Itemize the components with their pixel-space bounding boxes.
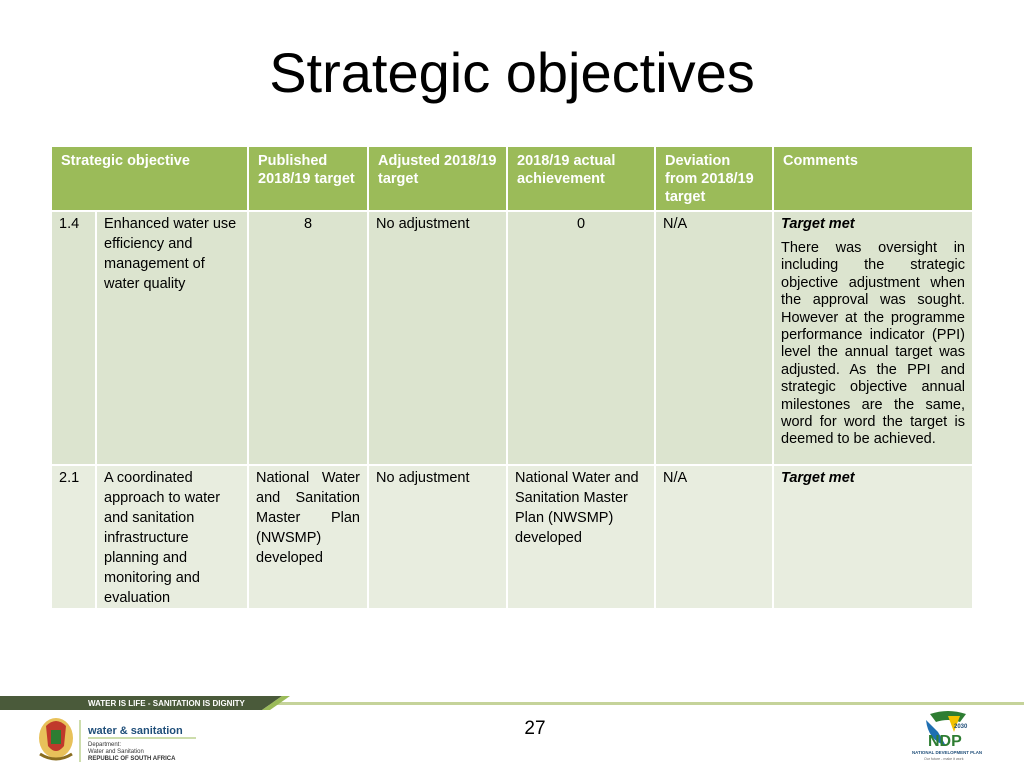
comment-title: Target met [781, 216, 855, 232]
ndp-abbr: NDP [928, 733, 962, 750]
footer-slogan-bar [0, 696, 1024, 714]
published-target: 8 [248, 211, 368, 465]
comment-title: Target met [781, 470, 855, 486]
header-adjusted-target: Adjusted 2018/19 target [368, 147, 507, 211]
deviation: N/A [655, 211, 773, 465]
adjusted-target: No adjustment [368, 465, 507, 608]
ndp-logo [908, 710, 990, 764]
actual-achievement: 0 [507, 211, 655, 465]
comments-cell [773, 465, 973, 608]
table-header-row [52, 147, 973, 211]
objective-text: A coordinated approach to water and sanitation infrastructure planning and monitoring and evaluation [96, 465, 248, 608]
header-comments: Comments [773, 147, 973, 211]
page-number: 27 [524, 718, 546, 739]
objective-number: 1.4 [52, 211, 96, 465]
adjusted-target: No adjustment [368, 211, 507, 465]
ndp-tagline: Our future - make it work [924, 757, 964, 761]
department-line2: Water and Sanitation [88, 749, 144, 755]
header-actual-achievement: 2018/19 actual achievement [507, 147, 655, 211]
deviation: N/A [655, 465, 773, 608]
ndp-name: NATIONAL DEVELOPMENT PLAN [912, 750, 983, 755]
header-published-target: Published 2018/19 target [248, 147, 368, 211]
department-line1: Department: [88, 742, 122, 748]
actual-achievement: National Water and Sanitation Master Plan (NWSMP) developed [507, 465, 655, 608]
department-logo [36, 716, 236, 764]
ndp-year: 2030 [954, 724, 968, 730]
department-line3: REPUBLIC OF SOUTH AFRICA [88, 756, 176, 762]
objectives-table [52, 147, 974, 608]
header-strategic-objective: Strategic objective [52, 147, 248, 211]
header-deviation: Deviation from 2018/19 target [655, 147, 773, 211]
footer-slogan: WATER IS LIFE - SANITATION IS DIGNITY [88, 699, 245, 708]
department-brand: water & sanitation [88, 725, 183, 737]
objective-number: 2.1 [52, 465, 96, 608]
comment-body: There was oversight in including the strategic objective adjustment when the approval was sought. However at the programme performance indicator (PPI) level the annual target was adjusted. As the PPI and strategic objective annual milestones are the same, word for word the target is deemed to be achieved. [781, 240, 965, 448]
table-row [52, 211, 973, 465]
objective-text: Enhanced water use efficiency and management of water quality [96, 211, 248, 465]
comments-cell [773, 211, 973, 465]
published-target: National Water and Sanitation Master Plan (NWSMP) developed [248, 465, 368, 608]
coat-of-arms-icon [39, 718, 73, 759]
table-row [52, 465, 973, 608]
page-title: Strategic objectives [269, 41, 755, 104]
